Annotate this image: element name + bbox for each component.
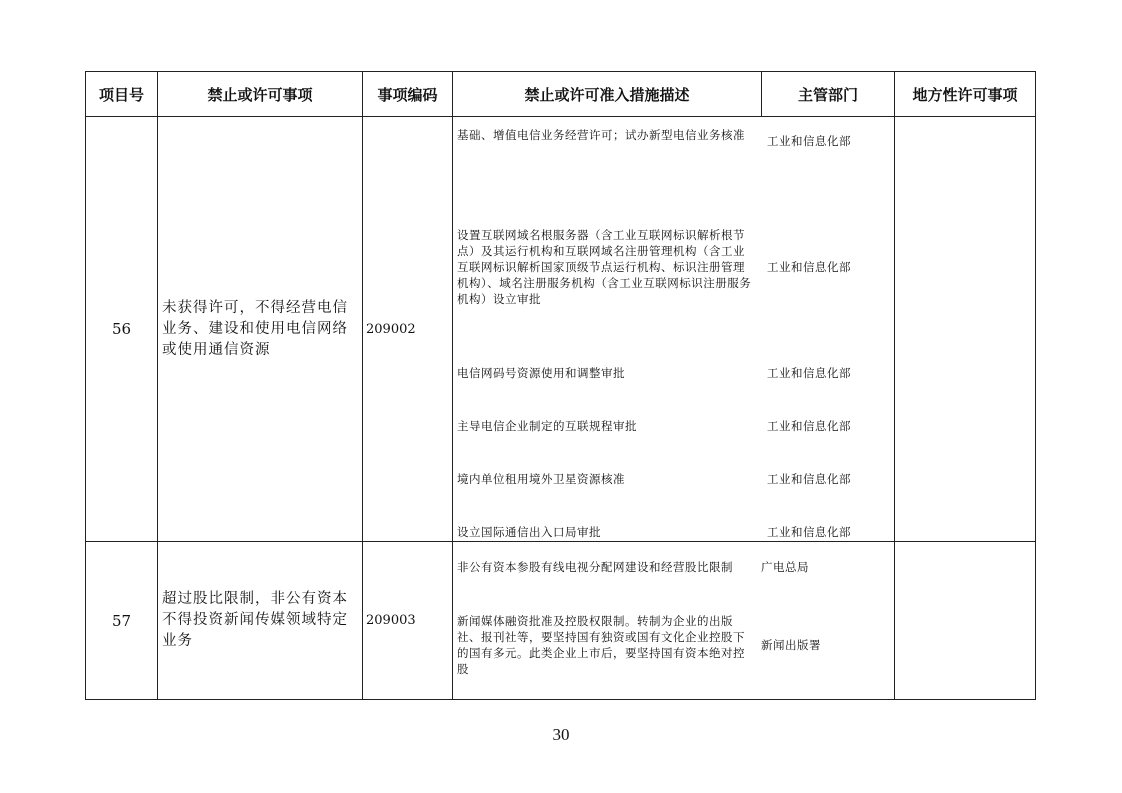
measure-dept: 工业和信息化部: [767, 260, 851, 274]
row-measures: [453, 117, 895, 542]
measure-item: [453, 117, 894, 223]
measure-item: [453, 488, 894, 541]
measure-desc: 设置互联网域名根服务器（含工业互联网标识解析根节点）及其运行机构和互联网域名注册管理机构（含工业互联网标识解析国家顶级节点运行机构、标识注册管理机构）、域名注册服务机构（含工业互联网标识注册服务机构）设立审批: [457, 228, 752, 306]
measure-item: [453, 329, 894, 382]
measure-desc: 电信网码号资源使用和调整审批: [457, 366, 625, 380]
measure-item: [453, 595, 894, 699]
page-number: 30: [552, 725, 570, 744]
header-item-name: 禁止或许可事项: [158, 72, 363, 117]
measure-desc: 新闻媒体融资批准及控股权限制。转制为企业的出版社、报刊社等，要坚持国有独资或国有文化企业控股下的国有多元。此类企业上市后，要坚持国有资本绝对控股: [457, 614, 745, 676]
row-number: 57: [86, 542, 158, 700]
measure-dept: 广电总局: [761, 560, 809, 574]
row-local-permit: [895, 117, 1036, 542]
measure-desc: 设立国际通信出入口局审批: [457, 525, 601, 539]
row-number: 56: [86, 117, 158, 542]
row-code: 209003: [363, 542, 453, 700]
measure-dept: 新闻出版署: [761, 638, 821, 652]
measure-desc: 境内单位租用境外卫星资源核准: [457, 472, 625, 486]
header-department: 主管部门: [762, 72, 895, 117]
measure-item: [453, 382, 894, 435]
measure-desc: 基础、增值电信业务经营许可；试办新型电信业务核准: [457, 128, 745, 142]
row-local-permit: [895, 542, 1036, 700]
measure-item: [453, 223, 894, 329]
measure-item: [453, 542, 894, 595]
header-item-no: 项目号: [86, 72, 158, 117]
measure-dept: 工业和信息化部: [767, 134, 851, 148]
measure-desc: 非公有资本参股有线电视分配网建设和经营股比限制: [457, 560, 733, 574]
row-code: 209002: [363, 117, 453, 542]
row-item: 未获得许可，不得经营电信业务、建设和使用电信网络或使用通信资源: [158, 117, 363, 542]
row-item: 超过股比限制，非公有资本不得投资新闻传媒领域特定业务: [158, 542, 363, 700]
measure-dept: 工业和信息化部: [767, 419, 851, 433]
table-header-row: [86, 72, 1036, 117]
row-measures: [453, 542, 895, 700]
measure-item: [453, 435, 894, 488]
table-row: [86, 542, 1036, 700]
header-local-permit: 地方性许可事项: [895, 72, 1036, 117]
measure-dept: 工业和信息化部: [767, 472, 851, 486]
measure-desc: 主导电信企业制定的互联规程审批: [457, 419, 637, 433]
header-item-code: 事项编码: [363, 72, 453, 117]
permit-table: [85, 71, 1036, 700]
header-measure-desc: 禁止或许可准入措施描述: [453, 72, 762, 117]
measure-dept: 工业和信息化部: [767, 366, 851, 380]
measure-dept: 工业和信息化部: [767, 525, 851, 539]
table-row: [86, 117, 1036, 542]
